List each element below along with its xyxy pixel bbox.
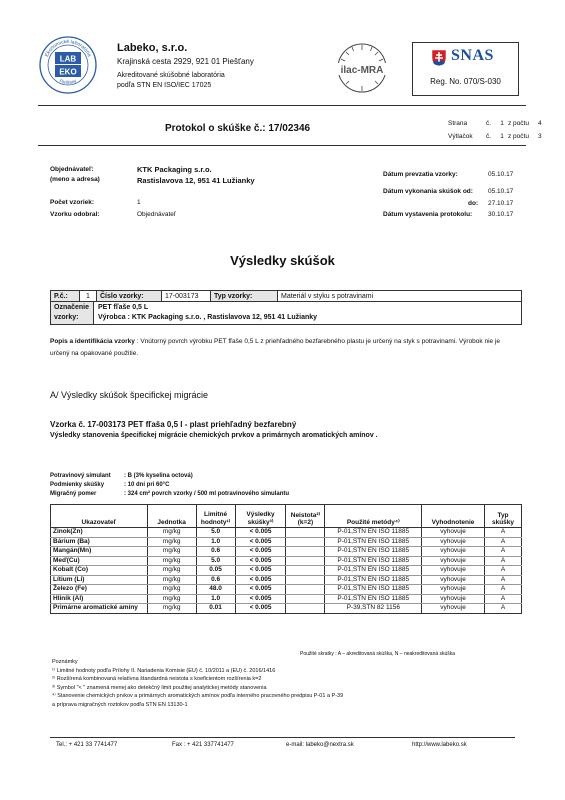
table-cell-method: P-01,STN EN ISO 11885 bbox=[325, 528, 422, 538]
condition-value: : B (3% kyselina octová) bbox=[124, 473, 193, 479]
table-row bbox=[51, 566, 522, 576]
vyrobca-value: Výrobca : KTK Packaging s.r.o. , Rastislavova 12, 951 41 Lužianky bbox=[98, 314, 318, 321]
typ-value: Materiál v styku s potravinami bbox=[278, 291, 522, 302]
vzorka-description: Výsledky stanovenia špecifickej migrácie chemických prvkov a primárnych aromatických amínov . bbox=[50, 432, 378, 439]
table-cell-type: A bbox=[484, 547, 521, 557]
table-cell-result: < 0.005 bbox=[235, 566, 286, 576]
table-cell-type: A bbox=[484, 594, 521, 604]
table-row bbox=[51, 594, 522, 604]
col-vysledky: Výsledky skúšky³⁾ bbox=[235, 505, 286, 528]
seal-lab-text: LAB bbox=[59, 54, 77, 64]
col-vyhodnotenie: Vyhodnotenie bbox=[422, 505, 485, 528]
table-cell-unc bbox=[286, 528, 325, 538]
notes bbox=[52, 658, 343, 709]
note-1: ¹⁾ Limitné hodnoty podľa Prílohy II. Nariadenia Komisie (EU) č. 10/2011 a (EU) č. 2016/1416 bbox=[52, 667, 276, 674]
table-cell-unit: mg/kg bbox=[147, 585, 196, 595]
footer-web[interactable]: http://www.labeko.sk bbox=[412, 742, 467, 748]
table-cell-limit: 0.6 bbox=[196, 547, 235, 557]
ilac-mra-logo bbox=[322, 40, 402, 100]
table-cell-unit: mg/kg bbox=[147, 604, 196, 614]
do-value: 27.10.17 bbox=[488, 200, 514, 207]
table-row bbox=[51, 528, 522, 538]
table-cell-result: < 0.005 bbox=[235, 556, 286, 566]
table-cell-unc bbox=[286, 547, 325, 557]
vytlacok-label: Výtlačok bbox=[448, 133, 473, 140]
pocet-label: Počet vzoriek: bbox=[50, 199, 95, 206]
cislo-value: 17-003173 bbox=[162, 291, 211, 302]
condition-label: Migračný pomer bbox=[50, 491, 97, 497]
company-address: Krajinská cesta 2929, 921 01 Piešťany bbox=[117, 57, 254, 66]
table-cell-method: P-01,STN EN ISO 11885 bbox=[325, 575, 422, 585]
protocol-title: Protokol o skúške č.: 17/02346 bbox=[165, 123, 311, 134]
note-2: ²⁾ Rozšírená kombinovaná relatívna štandardná neistota s koeficientom rozšírenia k=2 bbox=[52, 676, 262, 682]
table-cell-method: P-01,STN EN ISO 11885 bbox=[325, 566, 422, 576]
table-cell-name: Hliník (Al) bbox=[51, 594, 148, 604]
pc-value: 1 bbox=[80, 291, 97, 302]
table-cell-result: < 0.005 bbox=[235, 528, 286, 538]
seal-bottom-text: Piešťany bbox=[59, 78, 77, 85]
table-cell-method: P-01,STN EN ISO 11885 bbox=[325, 594, 422, 604]
table-cell-method: P-01,STN EN ISO 11885 bbox=[325, 556, 422, 566]
page-number: 1 bbox=[500, 120, 504, 127]
note-3: ³⁾ Symbol "< " znamená menej ako detekčný limit použitej analytickej metódy stanovenia bbox=[52, 684, 267, 691]
vystavenia-value: 30.10.17 bbox=[488, 211, 514, 218]
footer-email[interactable]: e-mail: labeko@nextra.sk bbox=[286, 742, 354, 748]
note-4: ⁴⁾ Stanovenie chemických prvkov a primárnych aromatických amínov podľa interného pracovného predpisu P-01 a P-39 bbox=[52, 693, 344, 699]
strana-label: Strana bbox=[448, 120, 468, 127]
table-cell-type: A bbox=[484, 566, 521, 576]
table-cell-unit: mg/kg bbox=[147, 566, 196, 576]
table-cell-type: A bbox=[484, 537, 521, 547]
table-cell-name: Lítium (Li) bbox=[51, 575, 148, 585]
condition-label: Podmienky skúšky bbox=[50, 482, 105, 488]
popis-label: Popis a identifikácia vzorky bbox=[50, 338, 135, 345]
table-row bbox=[51, 547, 522, 557]
snas-text: SNAS bbox=[451, 47, 494, 64]
sample-description bbox=[50, 336, 518, 360]
table-cell-limit: 5.0 bbox=[196, 556, 235, 566]
strana-c: č. bbox=[486, 120, 492, 127]
slovak-shield-icon bbox=[431, 49, 447, 67]
vytlacok-c: č. bbox=[486, 133, 492, 140]
vykonania-label: Dátum vykonania skúšok od: bbox=[383, 188, 473, 195]
col-metody: Použité metódy⁴⁾ bbox=[325, 505, 422, 528]
condition-row bbox=[50, 472, 289, 481]
table-cell-type: A bbox=[484, 604, 521, 614]
ilac-text: ilac-MRA bbox=[340, 65, 384, 76]
table-cell-limit: 0.6 bbox=[196, 575, 235, 585]
col-limit: Limitné hodnoty¹⁾ bbox=[196, 505, 235, 528]
table-cell-name: Kobalt (Co) bbox=[51, 566, 148, 576]
table-cell-unit: mg/kg bbox=[147, 547, 196, 557]
footer-divider bbox=[50, 737, 515, 738]
odobral-label: Vzorku odobral: bbox=[50, 211, 100, 218]
table-cell-eval: vyhovuje bbox=[422, 594, 485, 604]
vzorka-line: Vzorka č. 17-003173 PET fľaša 0,5 l - plast priehľadný bezfarebný bbox=[50, 420, 297, 429]
table-cell-unc bbox=[286, 594, 325, 604]
table-cell-eval: vyhovuje bbox=[422, 556, 485, 566]
abbreviations-note: Použité skratky : A – akreditovaná skúška, N – neakreditovaná skúška bbox=[300, 651, 456, 657]
results-header-row bbox=[51, 505, 522, 528]
condition-value: : 10 dní pri 60°C bbox=[124, 482, 170, 488]
table-cell-type: A bbox=[484, 585, 521, 595]
section-a-heading: A/ Výsledky skúšok špecifickej migrácie bbox=[50, 390, 209, 400]
table-row bbox=[51, 585, 522, 595]
accreditation-line-2: podľa STN EN ISO/IEC 17025 bbox=[117, 82, 212, 89]
accreditation-line-1: Akreditované skúšobné laboratória bbox=[117, 72, 225, 79]
company-name: Labeko, s.r.o. bbox=[117, 42, 188, 54]
notes-title: Poznámky bbox=[52, 659, 78, 665]
table-cell-limit: 1.0 bbox=[196, 594, 235, 604]
condition-row bbox=[50, 481, 289, 490]
table-cell-unc bbox=[286, 537, 325, 547]
col-ukazovatel: Ukazovateľ bbox=[51, 505, 148, 528]
table-cell-unit: mg/kg bbox=[147, 575, 196, 585]
table-cell-name: Železo (Fe) bbox=[51, 585, 148, 595]
table-cell-method: P-01,STN EN ISO 11885 bbox=[325, 537, 422, 547]
table-cell-result: < 0.005 bbox=[235, 585, 286, 595]
sample-info-table bbox=[50, 290, 522, 302]
typ-label: Typ vzorky: bbox=[211, 291, 278, 302]
snas-badge bbox=[412, 42, 519, 96]
table-cell-result: < 0.005 bbox=[235, 547, 286, 557]
table-cell-eval: vyhovuje bbox=[422, 537, 485, 547]
copy-total: 3 bbox=[538, 133, 542, 140]
pc-label: P.č.: bbox=[51, 291, 80, 302]
accreditation-text bbox=[117, 71, 225, 91]
seal-eko-text: EKO bbox=[59, 67, 77, 77]
prevzatie-value: 05.10.17 bbox=[488, 171, 514, 178]
table-cell-limit: 48.0 bbox=[196, 585, 235, 595]
footer-fax: Fax : + 421 337741477 bbox=[172, 742, 234, 748]
seal-top-text: Ekonomické laboratória bbox=[43, 38, 93, 58]
table-row bbox=[51, 575, 522, 585]
oznacenie-box bbox=[50, 302, 522, 325]
table-cell-unit: mg/kg bbox=[147, 594, 196, 604]
table-cell-type: A bbox=[484, 556, 521, 566]
footer-tel: Tel.: + 421 33 7741477 bbox=[56, 742, 118, 748]
vytlacok-z: z počtu bbox=[508, 133, 529, 140]
table-cell-name: Zinok(Zn) bbox=[51, 528, 148, 538]
table-cell-type: A bbox=[484, 528, 521, 538]
do-label: do: bbox=[468, 200, 479, 207]
oznacenie-label-1: Označenie bbox=[54, 304, 90, 311]
vykonania-value: 05.10.17 bbox=[488, 188, 514, 195]
table-cell-limit: 0.01 bbox=[196, 604, 235, 614]
table-cell-unc bbox=[286, 556, 325, 566]
condition-label: Potravinový simulant bbox=[50, 473, 111, 479]
col-typ: Typ skúšky bbox=[484, 505, 521, 528]
table-cell-result: < 0.005 bbox=[235, 575, 286, 585]
table-cell-type: A bbox=[484, 575, 521, 585]
vystavenia-label: Dátum vystavenia protokolu: bbox=[383, 211, 473, 218]
note-5: a príprava migračných roztokov podľa STN EN 13130-1 bbox=[52, 701, 188, 708]
table-cell-result: < 0.005 bbox=[235, 537, 286, 547]
condition-value: : 324 cm² povrch vzorky / 500 ml potravinového simulantu bbox=[124, 491, 290, 497]
results-table bbox=[50, 504, 522, 614]
popis-text: : Vnútorný povrch výrobku PET fľaše 0,5 L z priehľadného bezfarebného plastu je určený na styk s potravinami. Výrobok nie je určený na opakované použitie. bbox=[50, 338, 501, 357]
col-jednotka: Jednotka bbox=[147, 505, 196, 528]
page-info bbox=[448, 117, 542, 143]
test-conditions bbox=[50, 472, 289, 499]
table-cell-eval: vyhovuje bbox=[422, 566, 485, 576]
table-row bbox=[51, 537, 522, 547]
client-name: KTK Packaging s.r.o. bbox=[137, 165, 212, 174]
col-neistota: Neistota²⁾ (k=2) bbox=[286, 505, 325, 528]
table-cell-limit: 0.05 bbox=[196, 566, 235, 576]
oznacenie-label-2: vzorky: bbox=[54, 314, 79, 321]
strana-z: z počtu bbox=[508, 120, 529, 127]
table-cell-eval: vyhovuje bbox=[422, 575, 485, 585]
table-cell-unit: mg/kg bbox=[147, 537, 196, 547]
objednavatel-sub: (meno a adresa) bbox=[50, 176, 100, 183]
table-row bbox=[51, 556, 522, 566]
table-cell-unit: mg/kg bbox=[147, 556, 196, 566]
page-total: 4 bbox=[538, 120, 542, 127]
client-address: Rastislavova 12, 951 41 Lužianky bbox=[137, 176, 255, 185]
table-cell-result: < 0.005 bbox=[235, 604, 286, 614]
table-cell-name: Meď(Cu) bbox=[51, 556, 148, 566]
table-cell-eval: vyhovuje bbox=[422, 585, 485, 595]
table-cell-method: P-01,STN EN ISO 11885 bbox=[325, 585, 422, 595]
table-cell-result: < 0.005 bbox=[235, 594, 286, 604]
table-cell-name: Bárium (Ba) bbox=[51, 537, 148, 547]
table-row bbox=[51, 604, 522, 614]
table-cell-eval: vyhovuje bbox=[422, 604, 485, 614]
odobral-value: Objednávateľ bbox=[137, 211, 176, 218]
header-divider bbox=[38, 105, 526, 106]
pocet-value: 1 bbox=[137, 199, 141, 206]
table-cell-unc bbox=[286, 575, 325, 585]
results-title: Výsledky skúšok bbox=[230, 253, 335, 268]
snas-registration: Reg. No. 070/S-030 bbox=[430, 77, 501, 86]
table-cell-name: Primárne aromatické amíny bbox=[51, 604, 148, 614]
labeko-seal-logo bbox=[38, 35, 98, 95]
table-cell-limit: 1.0 bbox=[196, 537, 235, 547]
table-cell-unc bbox=[286, 585, 325, 595]
condition-row bbox=[50, 490, 289, 499]
table-cell-eval: vyhovuje bbox=[422, 528, 485, 538]
oznacenie-value: PET fľaše 0,5 L bbox=[98, 304, 149, 311]
table-cell-method: P-01,STN EN ISO 11885 bbox=[325, 547, 422, 557]
protocol-divider bbox=[38, 145, 526, 146]
table-cell-unit: mg/kg bbox=[147, 528, 196, 538]
prevzatie-label: Dátum prevzatia vzorky: bbox=[383, 171, 458, 178]
table-cell-unc bbox=[286, 604, 325, 614]
table-cell-name: Mangán(Mn) bbox=[51, 547, 148, 557]
cislo-label: Číslo vzorky: bbox=[97, 291, 162, 302]
copy-number: 1 bbox=[500, 133, 504, 140]
table-cell-limit: 5.0 bbox=[196, 528, 235, 538]
table-cell-unc bbox=[286, 566, 325, 576]
objednavatel-label: Objednávateľ: bbox=[50, 166, 94, 173]
table-cell-method: P-39,STN 82 1156 bbox=[325, 604, 422, 614]
table-cell-eval: vyhovuje bbox=[422, 547, 485, 557]
